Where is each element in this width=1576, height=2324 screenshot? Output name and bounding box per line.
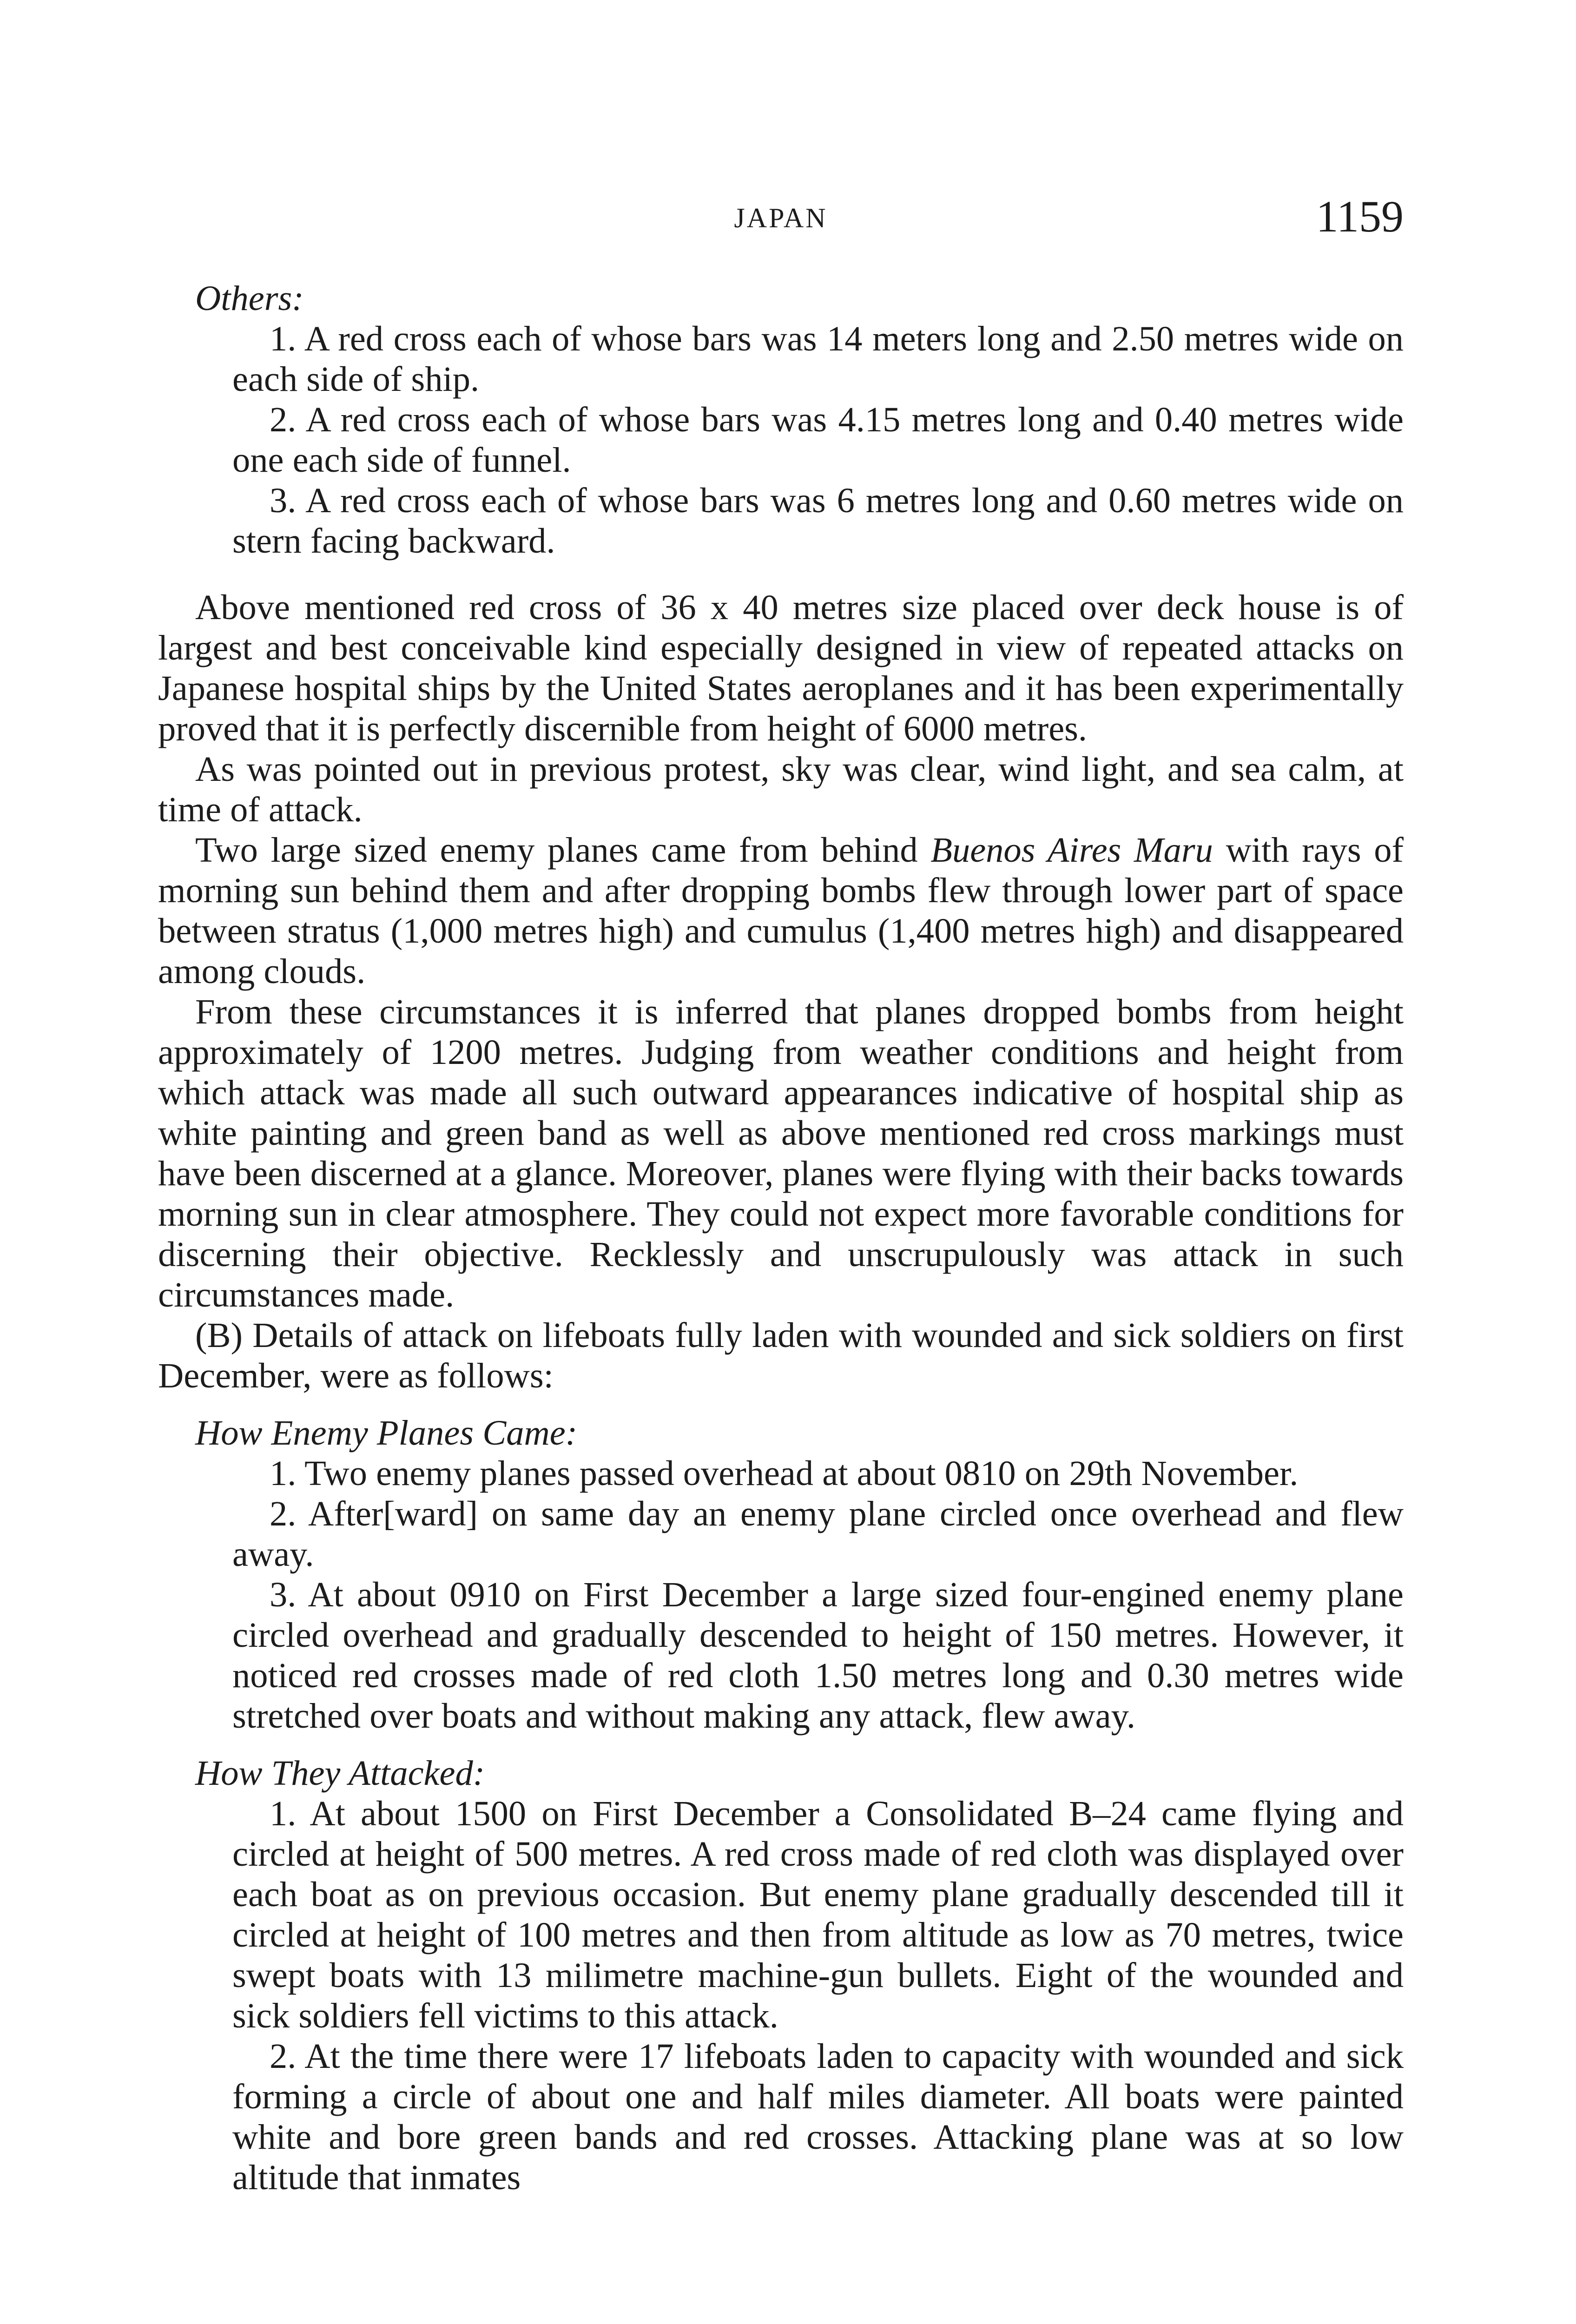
paragraph-weather: As was pointed out in previous protest, sky was clear, wind light, and sea calm, at time of attack. xyxy=(158,749,1404,829)
list-item: 3. At about 0910 on First December a large sized four-engined enemy plane circled overhead and gradually descended to height of 150 metres. However, it noticed red crosses made of red cloth 1.50 metres long and 0.30 metres wide stretched over boats and without making any attack, flew away. xyxy=(232,1575,1404,1736)
list-item: 2. At the time there were 17 lifeboats laden to capacity with wounded and sick forming a circle of about one and half miles diameter. All boats were painted white and bore green bands and red crosses. Attacking plane was at so low altitude that inmates xyxy=(232,2036,1404,2197)
section-label-how-they-attacked: How They Attacked: xyxy=(195,1753,485,1793)
list-item: 2. After[ward] on same day an enemy plane circled once overhead and flew away. xyxy=(232,1494,1404,1574)
list-item: 1. A red cross each of whose bars was 14 meters long and 2.50 metres wide on each side of ship. xyxy=(232,319,1404,399)
page-header xyxy=(158,191,1404,256)
running-title: JAPAN xyxy=(734,203,828,233)
ship-name: Buenos Aires Maru xyxy=(930,830,1213,870)
paragraph-lifeboats-intro: (B) Details of attack on lifeboats fully laden with wounded and sick soldiers on first December, were as follows: xyxy=(158,1315,1404,1395)
paragraph-inference: From these circumstances it is inferred that planes dropped bombs from height approximately of 1200 metres. Judging from weather conditions and height from which attack was made all such outward appearances indicative of hospital ship as white painting and green band as well as above mentioned red cross markings must have been discerned at a glance. Moreover, planes were flying with their backs towards morning sun in clear atmosphere. They could not expect more favorable conditions for discerning their objective. Recklessly and unscrupulously was attack in such circumstances made. xyxy=(158,992,1404,1314)
section-label-others: Others: xyxy=(195,278,304,318)
paragraph-two-planes xyxy=(158,830,1404,991)
list-item: 1. Two enemy planes passed overhead at about 0810 on 29th November. xyxy=(270,1453,1299,1493)
page-number: 1159 xyxy=(1316,191,1404,241)
list-item: 1. At about 1500 on First December a Consolidated B–24 came flying and circled at height of 500 metres. A red cross made of red cloth was displayed over each boat as on previous occasion. But enemy plane gradually descended till it circled at height of 100 metres and then from altitude as low as 70 metres, twice swept boats with 13 milimetre machine-gun bullets. Eight of the wounded and sick soldiers fell victims to this attack. xyxy=(232,1794,1404,2035)
paragraph-text: with rays of morning sun behind them and after dropping bombs flew through lower part of space between stratus (1,000 metres high) and cumulus (1,400 metres high) and disappeared among clouds. xyxy=(158,830,1404,991)
list-item: 2. A red cross each of whose bars was 4.15 metres long and 0.40 metres wide one each side of funnel. xyxy=(232,400,1404,480)
section-label-how-enemy-planes-came: How Enemy Planes Came: xyxy=(195,1413,578,1452)
page-body xyxy=(158,278,1404,2198)
paragraph-red-cross-size: Above mentioned red cross of 36 x 40 metres size placed over deck house is of largest and best conceivable kind especially designed in view of repeated attacks on Japanese hospital ships by the United States aeroplanes and it has been experimentally proved that it is perfectly discernible from height of 6000 metres. xyxy=(158,588,1404,748)
paragraph-text: Two large sized enemy planes came from behind xyxy=(195,830,931,870)
list-item: 3. A red cross each of whose bars was 6 metres long and 0.60 metres wide on stern facing backward. xyxy=(232,481,1404,561)
